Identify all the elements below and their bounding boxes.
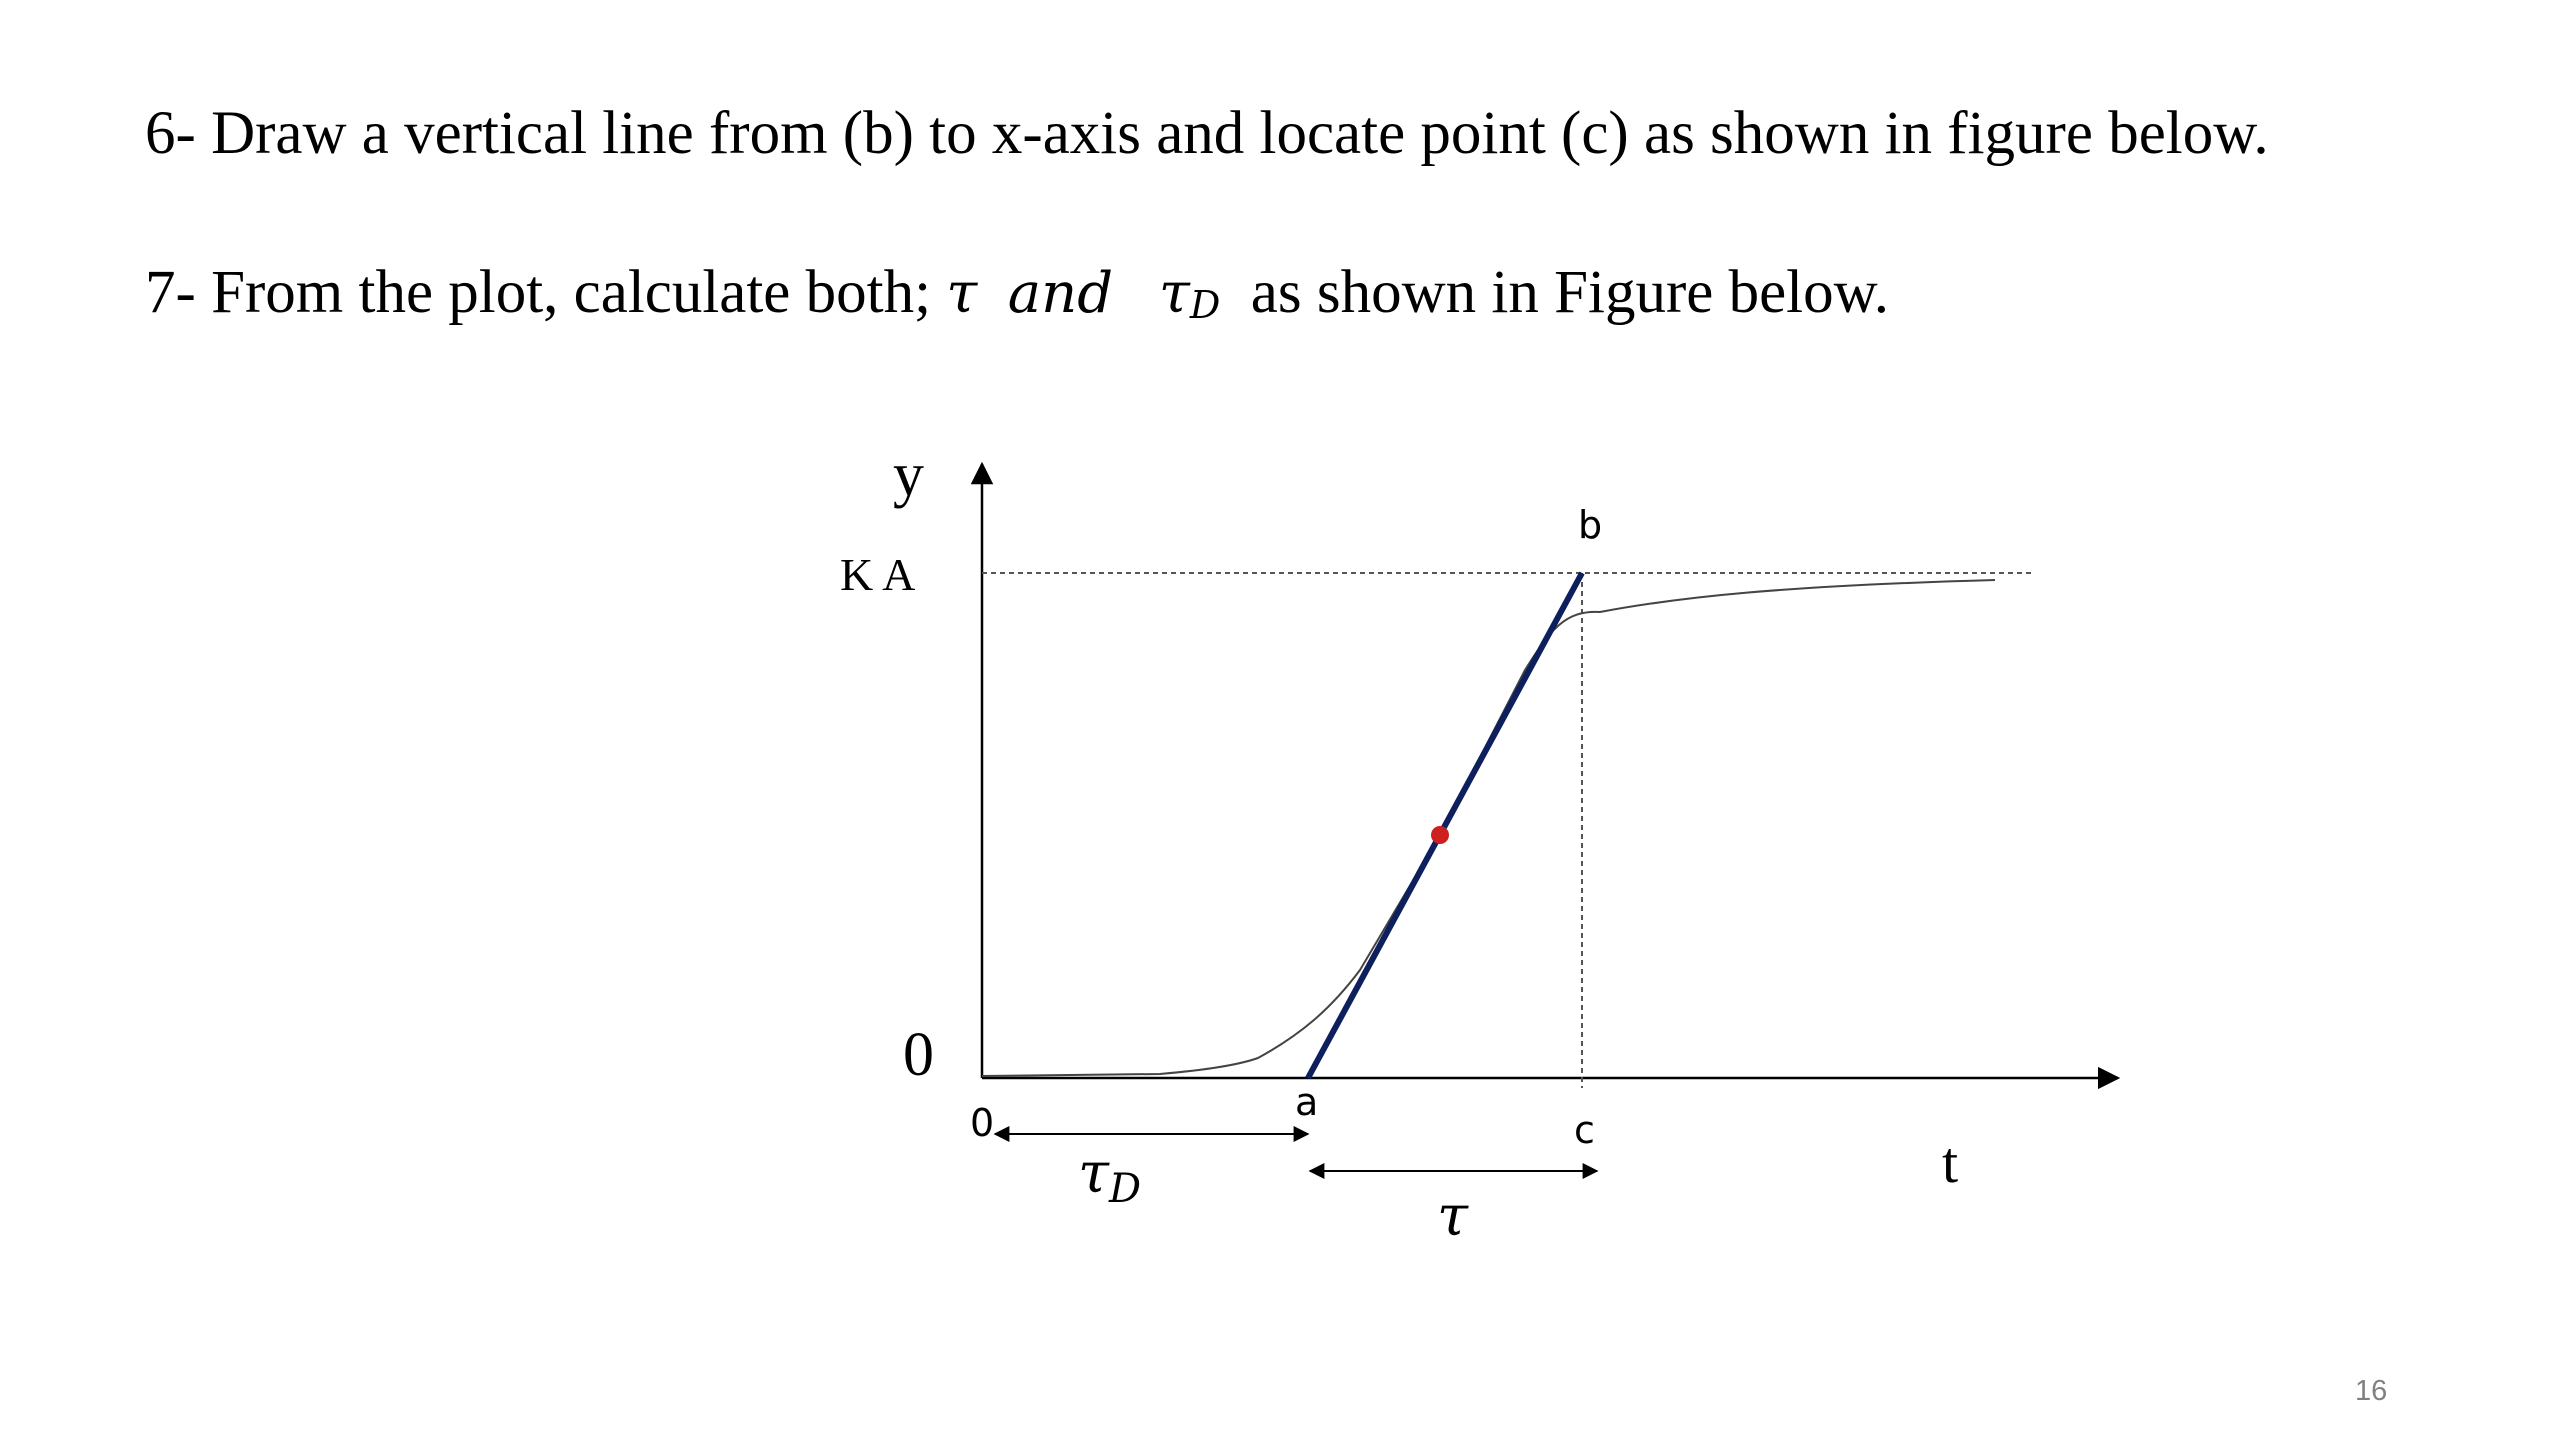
x-axis-label: t [1942,1130,1959,1195]
y-tick-ka: K A [840,549,916,600]
tangent-line [1308,573,1582,1078]
tau-interval-label: τ [1437,1184,1468,1249]
tau-d-interval-label: τD [1078,1141,1142,1212]
step-7-prefix: 7- From the plot, calculate both; [145,259,947,326]
page-number: 16 [2355,1375,2388,1407]
y-axis-label: y [893,441,924,509]
step-7-suffix: as shown in Figure below. [1250,259,1889,326]
instruction-step-6: 6- Draw a vertical line from (b) to x-axis and locate point (c) as shown in figure below. [145,100,2269,167]
tau-symbol: τ [946,261,978,326]
inflection-point [1431,826,1449,844]
and-word: and [1007,261,1114,326]
point-label-origin: 0 [970,1101,995,1145]
response-curve [982,580,1995,1076]
point-label-a: a [1295,1080,1319,1124]
point-label-b: b [1578,503,1603,547]
tau-d-symbol: $\tau_D$ [1158,261,1221,327]
point-label-c: c [1574,1108,1595,1152]
y-tick-zero: 0 [903,1021,934,1089]
